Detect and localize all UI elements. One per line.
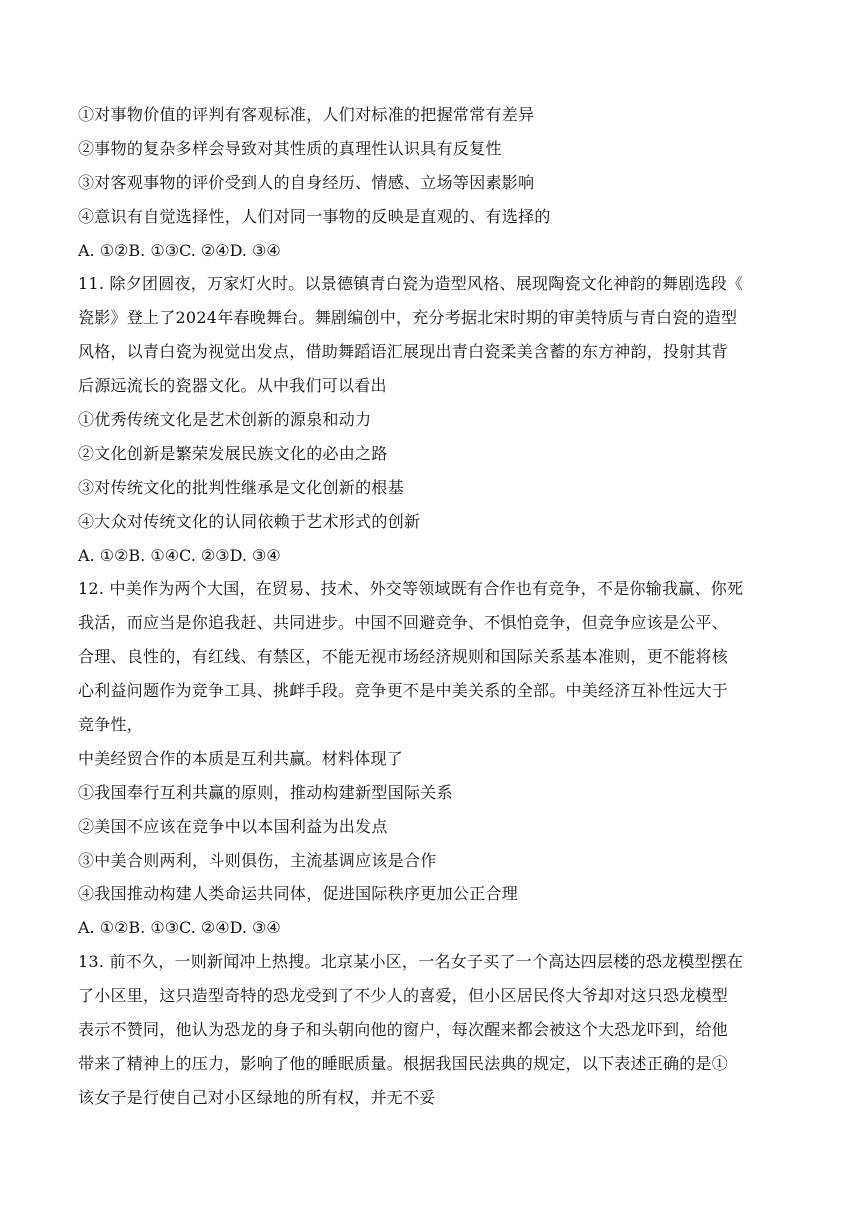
q13-stem-line: 该女子是行使自己对小区绿地的所有权，并无不妥 bbox=[78, 1087, 436, 1107]
question-13 bbox=[78, 945, 790, 1114]
q12-stem-line: 竞争性， bbox=[78, 715, 144, 735]
q12-answer-choices: A. ①②B. ①③C. ②④D. ③④ bbox=[78, 918, 281, 938]
q11-option-2: ②文化创新是繁荣发展民族文化的必由之路 bbox=[78, 443, 388, 463]
q12-stem-line: 心利益问题作为竞争工具、挑衅手段。竞争更不是中美关系的全部。中美经济互补性远大于 bbox=[78, 681, 729, 701]
q12-option-3: ③中美合则两利，斗则俱伤，主流基调应该是合作 bbox=[78, 850, 437, 870]
q12-stem-line: 我活，而应当是你追我赶、共同进步。中国不回避竞争、不惧怕竞争，但竞争应该是公平、 bbox=[78, 613, 729, 633]
q11-stem-line: 瓷影》登上了2024年春晚舞台。舞剧编创中，充分考据北宋时期的审美特质与青白瓷的造型 bbox=[78, 308, 738, 328]
q12-stem-line: 合理、良性的，有红线、有禁区，不能无视市场经济规则和国际关系基本准则，更不能将核 bbox=[78, 647, 729, 667]
question-12 bbox=[78, 572, 790, 945]
question-11 bbox=[78, 267, 790, 572]
q13-stem-line: 表示不赞同，他认为恐龙的身子和头朝向他的窗户，每次醒来都会被这个大恐龙吓到，给他 bbox=[78, 1020, 729, 1040]
exam-page bbox=[78, 98, 790, 1115]
question-10-continued bbox=[78, 98, 790, 267]
q11-option-3: ③对传统文化的批判性继承是文化创新的根基 bbox=[78, 477, 405, 497]
q11-option-4: ④大众对传统文化的认同依赖于艺术形式的创新 bbox=[78, 511, 421, 531]
q10-answer-choices: A. ①②B. ①③C. ②④D. ③④ bbox=[78, 240, 281, 260]
q12-option-2: ②美国不应该在竞争中以本国利益为出发点 bbox=[78, 816, 388, 836]
q10-option-4: ④意识有自觉选择性，人们对同一事物的反映是直观的、有选择的 bbox=[78, 206, 551, 226]
q12-option-1: ①我国奉行互利共赢的原则，推动构建新型国际关系 bbox=[78, 782, 453, 802]
q12-stem-line: 中美经贸合作的本质是互利共赢。材料体现了 bbox=[78, 748, 404, 768]
q10-option-3: ③对客观事物的评价受到人的自身经历、情感、立场等因素影响 bbox=[78, 172, 535, 192]
q10-option-2: ②事物的复杂多样会导致对其性质的真理性认识具有反复性 bbox=[78, 138, 502, 158]
q13-stem-line: 了小区里，这只造型奇特的恐龙受到了不少人的喜爱，但小区居民佟大爷却对这只恐龙模型 bbox=[78, 986, 729, 1006]
q11-option-1: ①优秀传统文化是艺术创新的源泉和动力 bbox=[78, 410, 372, 430]
q11-stem-line: 后源远流长的瓷器文化。从中我们可以看出 bbox=[78, 376, 387, 396]
q13-stem-line: 13. 前不久，一则新闻冲上热搜。北京某小区，一名女子买了一个高达四层楼的恐龙模型摆在 bbox=[78, 952, 744, 972]
q13-stem-line: 带来了精神上的压力，影响了他的睡眠质量。根据我国民法典的规定，以下表述正确的是① bbox=[78, 1053, 729, 1073]
q12-option-4: ④我国推动构建人类命运共同体，促进国际秩序更加公正合理 bbox=[78, 884, 519, 904]
q11-stem-line: 风格，以青白瓷为视觉出发点，借助舞蹈语汇展现出青白瓷柔美含蓄的东方神韵，投射其背 bbox=[78, 342, 729, 362]
q10-option-1: ①对事物价值的评判有客观标准，人们对标准的把握常常有差异 bbox=[78, 105, 535, 124]
q12-stem-line: 12. 中美作为两个大国，在贸易、技术、外交等领域既有合作也有竞争，不是你输我赢、你死 bbox=[78, 579, 744, 599]
q11-answer-choices: A. ①②B. ①④C. ②③D. ③④ bbox=[78, 545, 281, 565]
q11-stem-line: 11. 除夕团圆夜，万家灯火时。以景德镇青白瓷为造型风格、展现陶瓷文化神韵的舞剧选段《 bbox=[78, 274, 744, 294]
